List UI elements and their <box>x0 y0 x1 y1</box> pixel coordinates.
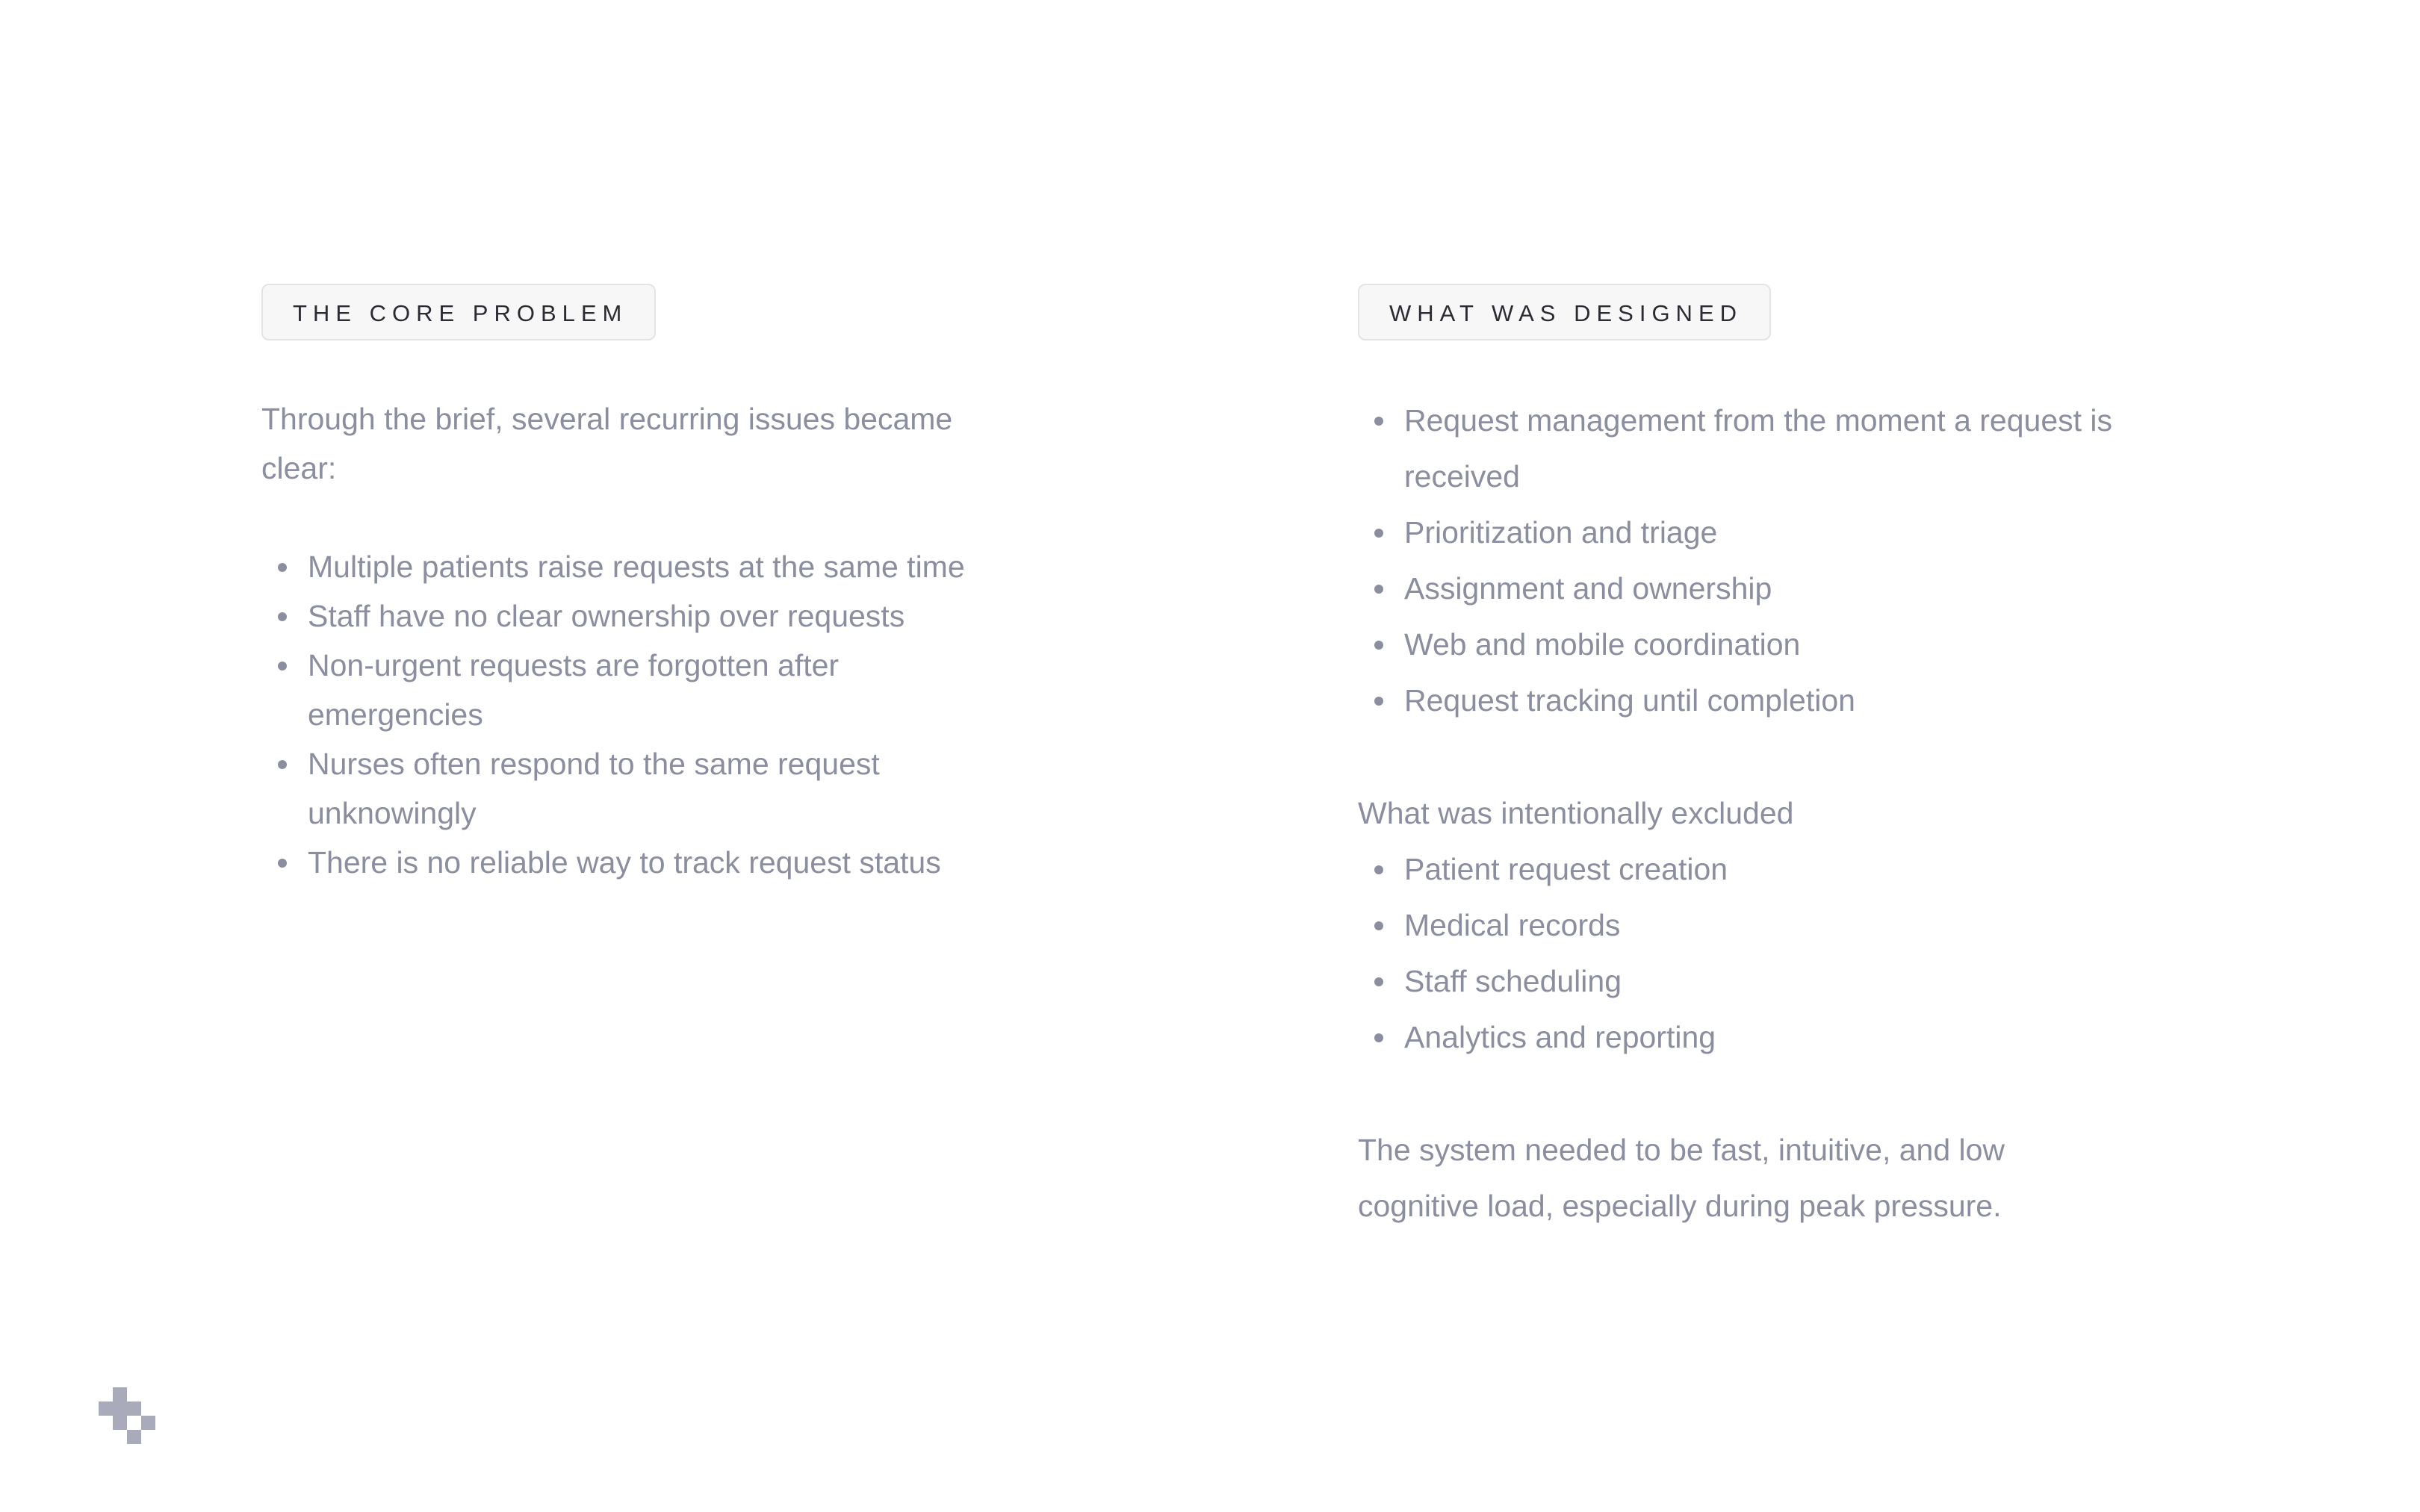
list-item: Non-urgent requests are forgotten after emergencies <box>261 641 978 739</box>
closing-statement: The system needed to be fast, intuitive, and low cognitive load, especially during peak pressure. <box>1358 1133 2005 1223</box>
excluded-heading: What was intentionally excluded <box>1358 796 1794 830</box>
core-problem-label: THE CORE PROBLEM <box>261 284 656 340</box>
list-item: Medical records <box>1358 897 2179 953</box>
what-was-designed-label: WHAT WAS DESIGNED <box>1358 284 1771 340</box>
list-item: Multiple patients raise requests at the same time <box>261 542 978 591</box>
list-item: Analytics and reporting <box>1358 1009 2179 1065</box>
core-problem-intro: Through the brief, several recurring issues became clear: <box>261 402 953 485</box>
list-item: There is no reliable way to track request status <box>261 838 978 887</box>
list-item: Nurses often respond to the same request unknowingly <box>261 739 978 838</box>
core-problem-section <box>261 284 978 887</box>
what-was-designed-section <box>1358 284 2179 1234</box>
excluded-scope-list <box>1358 841 2179 1065</box>
list-item: Staff scheduling <box>1358 953 2179 1009</box>
list-item: Prioritization and triage <box>1358 505 2179 561</box>
list-item: Assignment and ownership <box>1358 561 2179 617</box>
pixel-cross-logo-icon <box>99 1387 155 1444</box>
list-item: Patient request creation <box>1358 841 2179 897</box>
list-item: Request management from the moment a request is received <box>1358 393 2179 505</box>
designed-scope-list <box>1358 393 2179 729</box>
list-item: Staff have no clear ownership over requests <box>261 591 978 641</box>
core-problem-list <box>261 542 978 887</box>
list-item: Request tracking until completion <box>1358 673 2179 729</box>
list-item: Web and mobile coordination <box>1358 617 2179 673</box>
